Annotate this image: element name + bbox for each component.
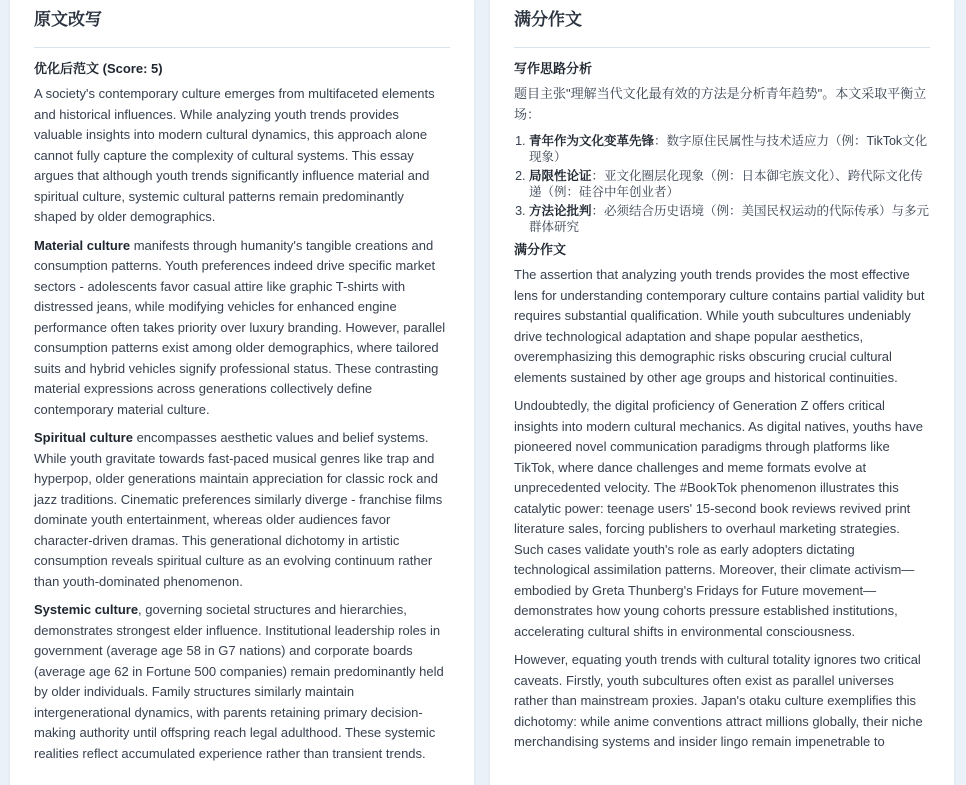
point-text: ：亚文化圈层化现象（例：日本御宅族文化）、跨代际文化传递（例：硅谷中年创业者） [529, 169, 923, 199]
point-text: ：必须结合历史语境（例：美国民权运动的代际传承）与多元群体研究 [529, 204, 930, 234]
rewrite-paragraph [34, 84, 450, 228]
point-lead: 局限性论证 [529, 169, 592, 183]
paragraph-text: encompasses aesthetic values and belief systems. While youth gravitate towards fast-paced musical genres like trap and hyperpop, older generations maintain appreciation for classic rock and jazz traditions. Cinematic preferences similarly diverge - franchise films dominate youth entertainment, whereas older audiences favor character-driven dramas. This generational dichotomy in artistic consumption reveals spiritual culture as an evolving continuum rather than youth-dominated phenomenon. [34, 430, 443, 589]
rewrite-paragraph [34, 236, 450, 421]
essay-heading: 满分作文 [514, 242, 567, 257]
analysis-point [529, 203, 930, 235]
model-essay-panel-title: 满分作文 [514, 0, 930, 48]
paragraph-lead: Spiritual culture [34, 430, 133, 445]
rewrite-paragraph [34, 600, 450, 764]
rewrite-panel-title: 原文改写 [34, 0, 450, 48]
analysis-points-list [514, 133, 930, 235]
paragraph-lead: Systemic culture [34, 602, 139, 617]
point-lead: 方法论批判 [529, 204, 592, 218]
model-essay-panel-content [514, 0, 930, 753]
paragraph-text: A society's contemporary culture emerges from multifaceted elements and historical influences. While analyzing youth trends provides valuable insights into modern cultural dynamics, this approach alone cannot fully capture the complexity of cultural systems. This essay argues that although youth trends significantly influence material and spiritual culture, systemic cultural patterns remain predominantly shaped by older demographics. [34, 86, 435, 224]
model-essay-panel [490, 0, 954, 785]
paragraph-text: manifests through humanity's tangible creations and consumption patterns. Youth preferences indeed drive specific market sectors - adolescents favor casual attire like graphic T-shirts with distressed jeans, while modifying vehicles for enhanced engine performance often takes priority over luxury branding. However, parallel consumption patterns exist among older demographics, where tailored suits and hybrid vehicles signify professional status. These contrasting material expressions across generations collectively define contemporary material culture. [34, 237, 446, 417]
point-text: ：数字原住民属性与技术适应力（例：TikTok文化现象） [529, 134, 928, 164]
essay-paragraph: The assertion that analyzing youth trends provides the most effective lens for understanding contemporary culture contains partial validity but requires substantial qualification. While youth subcultures undeniably drive technological adaptation and shape popular aesthetics, overemphasizing this demographic risks obscuring crucial cultural elements sustained by other age groups and historical continuities. [514, 267, 925, 385]
paragraph-lead: Material culture [34, 237, 131, 253]
analysis-intro: 题目主张"理解当代文化最有效的方法是分析青年趋势"。本文采取平衡立场： [514, 86, 927, 122]
rewrite-panel-content [34, 0, 450, 764]
optimized-essay-heading: 优化后范文 (Score: 5) [34, 61, 163, 76]
essay-paragraph: However, equating youth trends with cultural totality ignores two critical caveats. Firstly, youth subcultures often exist as parallel universes rather than mainstream proxies. Japan's otaku culture exemplifies this dichotomy: while anime conventions attract millions globally, their niche merchandising systems and insider lingo remain impenetrable to [514, 652, 923, 749]
rewrite-paragraph [34, 428, 450, 592]
point-lead: 青年作为文化变革先锋 [529, 134, 655, 148]
essay-paragraph: Undoubtedly, the digital proficiency of Generation Z offers critical insights into modern cultural mechanics. As digital natives, youths have pioneered novel communication paradigms through platforms like TikTok, where dance challenges and meme formats evolve at unprecedented velocity. The #BookTok phenomenon illustrates this catalytic power: teenage users' 15-second book reviews revived print literature sales, forcing publishers to overhaul marketing strategies. Such cases validate youth's role as early adopters dictating technological assimilation patterns. Moreover, their climate activism—embodied by Greta Thunberg's Fridays for Future movement—demonstrates how young cohorts pressure established institutions, accelerating cultural shifts in environmental consciousness. [514, 398, 923, 639]
rewrite-panel [10, 0, 474, 785]
paragraph-text: , governing societal structures and hierarchies, demonstrates strongest elder influence. Institutional leadership roles in government (average age 58 in G7 nations) and corporate boards (average age 62 in Fortune 500 companies) remain predominantly held by older individuals. Family structures similarly maintain intergenerational dynamics, with parents retaining primary decision-making authority until offspring reach legal adulthood. These systemic realities reflect accumulated experience rather than transient trends. [34, 602, 444, 761]
analysis-point [529, 133, 930, 165]
analysis-heading: 写作思路分析 [514, 61, 593, 76]
analysis-point [529, 168, 930, 200]
